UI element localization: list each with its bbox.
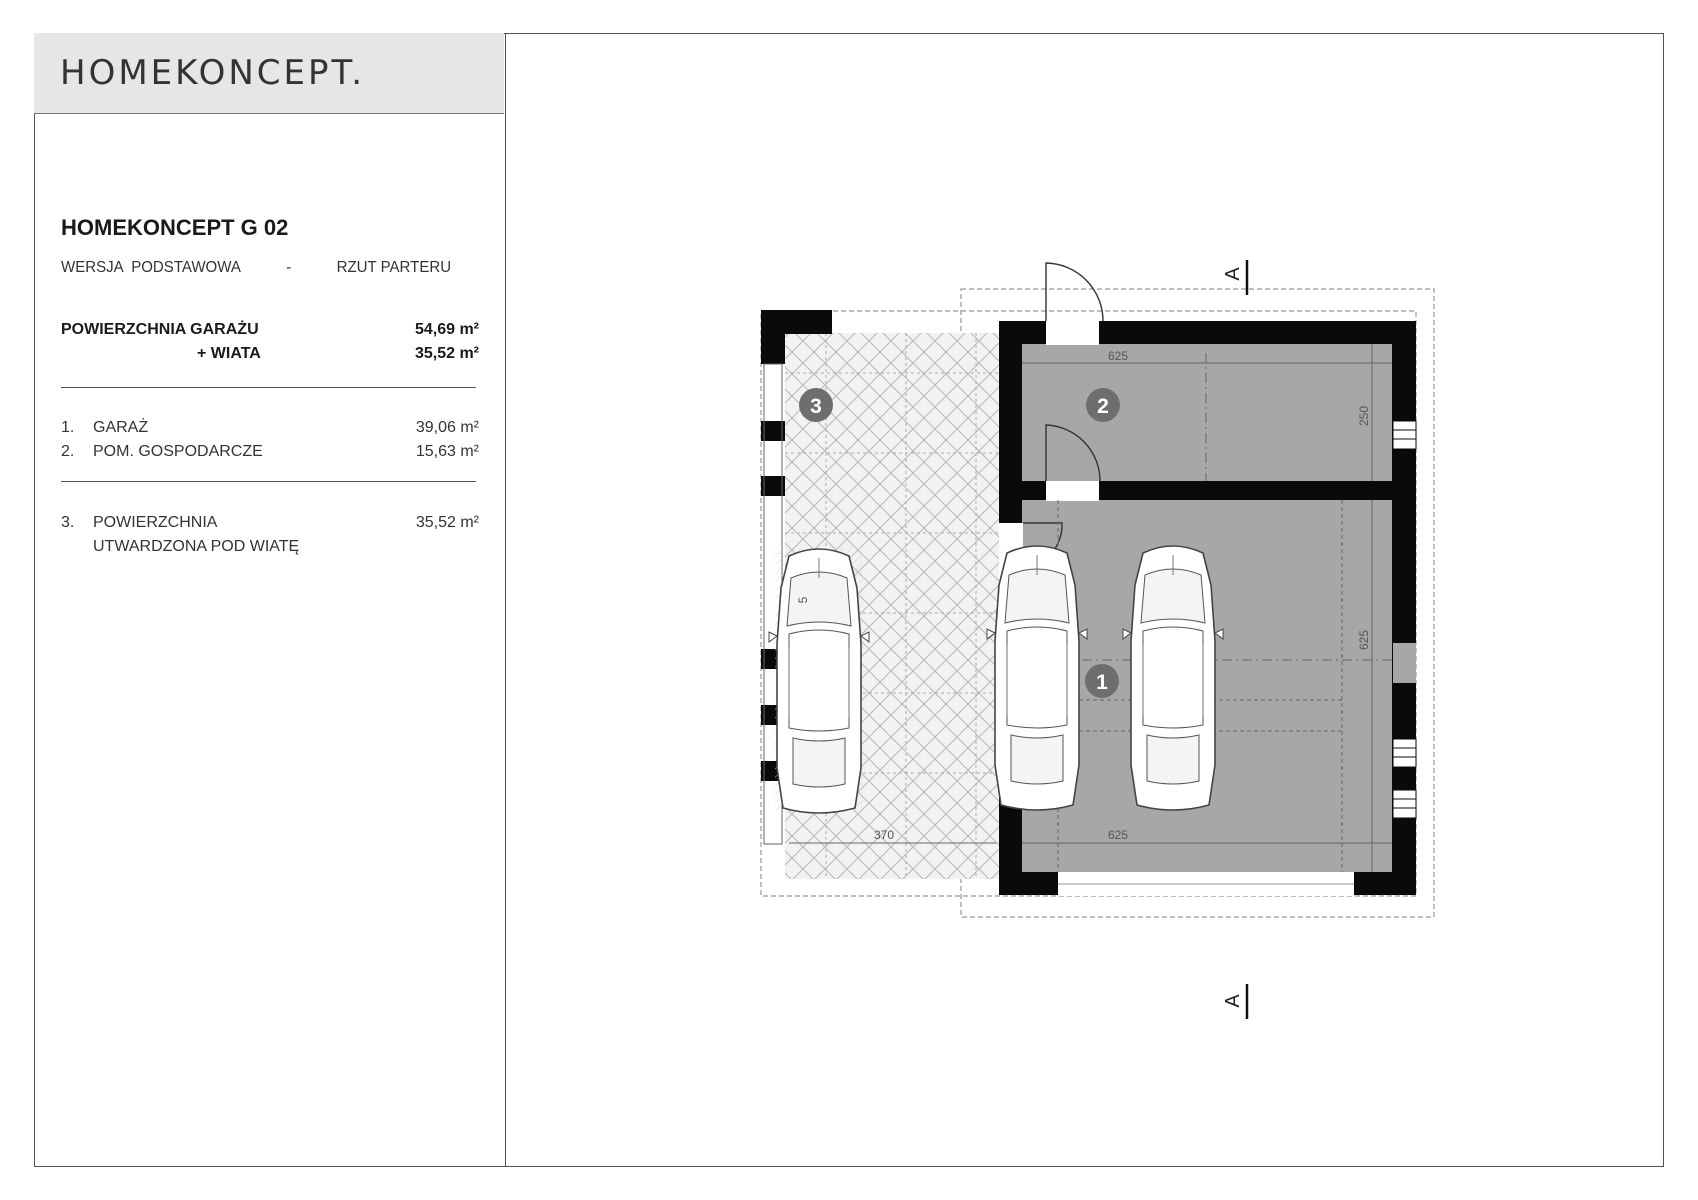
room-area: 39,06 m² [415, 419, 479, 436]
room-number: 1. [61, 419, 75, 436]
divider [61, 481, 476, 482]
car-carport [769, 548, 869, 813]
project-title: HOMEKONCEPT G 02 [61, 215, 289, 240]
room-number: 2. [61, 443, 75, 460]
summary-garage-value: 54,69 m² [414, 321, 479, 338]
floor-plan [506, 33, 1664, 1167]
dim-370: 370 [873, 828, 895, 842]
logo-band [34, 33, 504, 114]
dim-250: 250 [1357, 405, 1371, 427]
internal-door-opening [1046, 481, 1099, 501]
divider [61, 387, 476, 388]
north-door-swing [1046, 263, 1103, 321]
section-marker-top [1222, 260, 1247, 295]
room-label: POWIERZCHNIA [93, 514, 218, 531]
project-subtitle [61, 259, 451, 277]
dim-625-right: 625 [1357, 629, 1371, 651]
title-block [34, 33, 506, 1167]
room-marker-3 [799, 388, 833, 422]
room-number: 3. [61, 514, 75, 531]
north-door-opening [1046, 321, 1099, 345]
svg-text:A: A [1222, 267, 1244, 281]
floor-plan-drawing [506, 33, 1664, 1167]
carport-post [761, 310, 785, 364]
subtitle-separator: - [286, 259, 292, 276]
room-2-storage [1022, 344, 1392, 481]
car-garage-left [987, 546, 1087, 810]
svg-text:2: 2 [1097, 395, 1109, 418]
svg-text:1: 1 [1096, 671, 1108, 694]
room-label: POM. GOSPODARCZE [93, 443, 263, 460]
room-label: GARAŻ [93, 419, 149, 436]
version-label: WERSJA PODSTAWOWA [61, 259, 241, 276]
dim-625-bottom: 625 [1107, 828, 1129, 842]
summary-carport-label: + WIATA [197, 345, 261, 362]
room-area: 15,63 m² [415, 443, 479, 460]
dim-625-top: 625 [1107, 349, 1129, 363]
brand-logo: HOMEKONCEPT. [60, 53, 366, 93]
room-area: 35,52 m² [415, 514, 479, 531]
section-marker-bottom [1222, 984, 1247, 1019]
car-garage-right [1123, 546, 1223, 810]
svg-text:A: A [1222, 994, 1244, 1008]
summary-garage-label: POWIERZCHNIA GARAŻU [61, 321, 259, 338]
dim-5: 5 [796, 596, 810, 604]
summary-carport-value: 35,52 m² [414, 345, 479, 362]
view-label: RZUT PARTERU [336, 259, 452, 276]
room-marker-2 [1086, 388, 1120, 422]
room-label-line2: UTWARDZONA POD WIATĘ [93, 538, 300, 555]
room-marker-1 [1085, 664, 1119, 698]
svg-text:3: 3 [810, 395, 822, 418]
